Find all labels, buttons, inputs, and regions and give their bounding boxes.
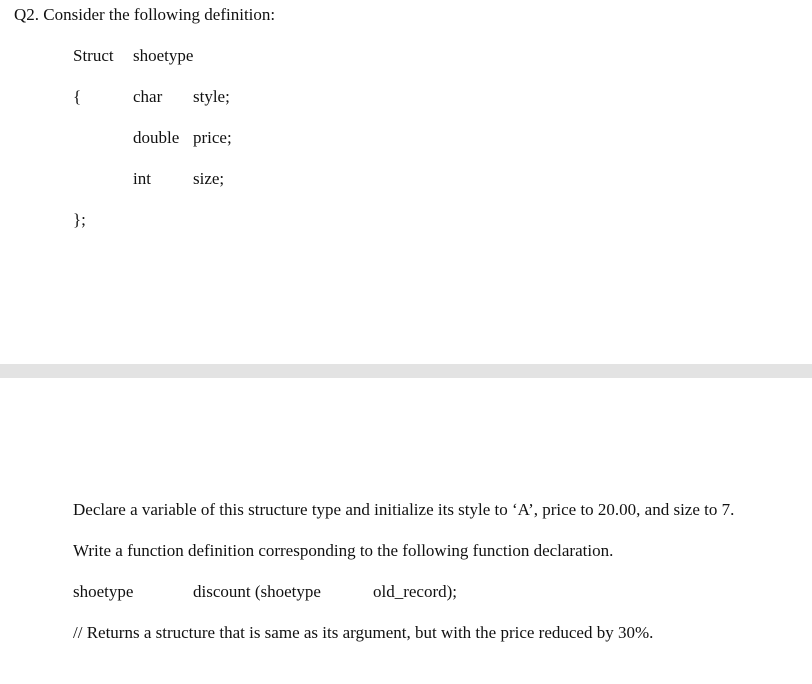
code-comment: // Returns a structure that is same as its argument, but with the price reduced by 30%. <box>73 623 654 642</box>
question-title: Q2. Consider the following definition: <box>14 5 276 24</box>
field-name-size: size; <box>193 169 225 188</box>
field-type-double: double <box>133 128 180 147</box>
field-name-style: style; <box>193 87 230 106</box>
field-type-char: char <box>133 87 163 106</box>
page-separator <box>0 364 812 378</box>
field-name-price: price; <box>193 128 232 147</box>
field-type-int: int <box>133 169 151 188</box>
struct-name: shoetype <box>133 46 194 65</box>
instruction-declare-variable: Declare a variable of this structure type and initialize its style to ‘A’, price to 20.00, and size to 7. <box>73 500 735 519</box>
open-brace: { <box>73 87 82 106</box>
declaration-return-type: shoetype <box>73 582 134 601</box>
struct-keyword: Struct <box>73 46 114 65</box>
declaration-function: discount (shoetype <box>193 582 321 601</box>
close-brace: }; <box>73 210 86 229</box>
declaration-param: old_record); <box>373 582 458 601</box>
instruction-write-function: Write a function definition corresponding to the following function declaration. <box>73 541 614 560</box>
